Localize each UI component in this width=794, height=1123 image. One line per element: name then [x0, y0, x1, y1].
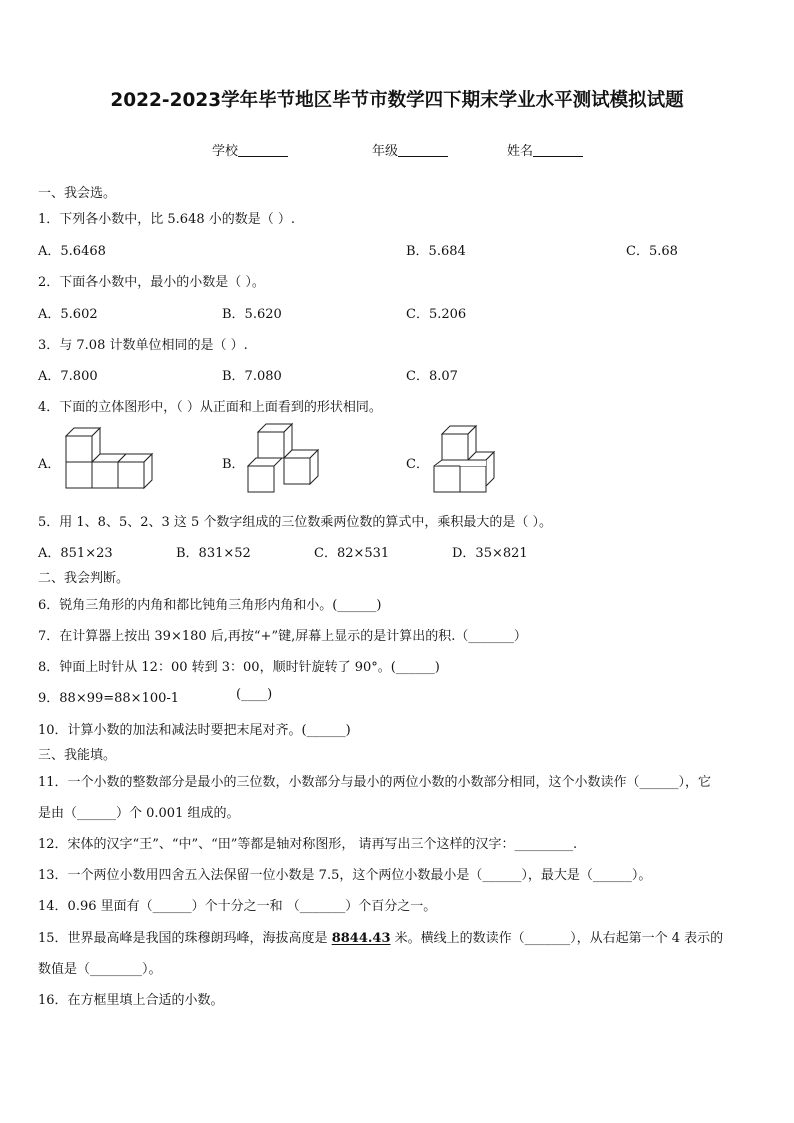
question-14: 14．0.96 里面有（______）个十分之一和 （_______）个百分之一。	[38, 899, 437, 914]
question-15-line-2: 数值是（________）。	[38, 962, 162, 977]
cube-figure-a	[66, 428, 156, 490]
question-2: 2．下面各小数中，最小的小数是（ ）。	[38, 275, 265, 290]
question-8: 8．钟面上时针从 12：00 转到 3：00，顺时针旋转了 90°。(______)	[38, 660, 440, 675]
cube-figure-c	[434, 426, 498, 494]
grade-label: 年级	[372, 144, 399, 159]
q1-option-b: B．5.684	[406, 244, 466, 259]
q2-option-a: A．5.602	[38, 307, 98, 322]
q3-option-a: A．7.800	[38, 369, 98, 384]
q9-answer-blank[interactable]: (____)	[236, 687, 273, 702]
section-heading: 一、我会选。	[38, 186, 117, 201]
grade-field[interactable]	[372, 140, 448, 159]
question-9: 9．88×99=88×100-1	[38, 691, 180, 706]
q5-option-d: D．35×821	[452, 546, 528, 561]
question-1: 1．下列各小数中，比 5.648 小的数是（ ）.	[38, 212, 296, 227]
q15-text-start: 15．世界最高峰是我国的珠穆朗玛峰，海拔高度是	[38, 931, 332, 946]
q5-option-b: B．831×52	[176, 546, 251, 561]
school-field[interactable]	[212, 140, 288, 159]
question-10: 10．计算小数的加法和减法时要把末尾对齐。(______)	[38, 723, 351, 738]
question-5: 5．用 1、8、5、2、3 这 5 个数字组成的三位数乘两位数的算式中，乘积最大的是（ ）。	[38, 515, 553, 530]
q4-option-a: A．	[38, 457, 61, 472]
question-4: 4．下面的立体图形中，（ ）从正面和上面看到的形状相同。	[38, 400, 382, 415]
q2-option-c: C．5.206	[406, 307, 467, 322]
grade-blank[interactable]	[398, 142, 448, 157]
q4-option-b: B．	[222, 457, 245, 472]
q4-option-c: C．	[406, 457, 429, 472]
q3-option-b: B．7.080	[222, 369, 282, 384]
name-field[interactable]	[507, 140, 583, 159]
question-13: 13．一个两位小数用四舍五入法保留一位小数是 7.5，这个两位小数最小是（______），最大是（______）。	[38, 868, 652, 883]
q2-option-b: B．5.620	[222, 307, 282, 322]
q15-text-end: 米。横线上的数读作（_______），从右起第一个 4 表示的	[390, 931, 724, 946]
question-7: 7．在计算器上按出 39×180 后,再按“+”键,屏幕上显示的是计算出的积.（_______）	[38, 629, 527, 644]
q1-option-a: A．5.6468	[38, 244, 106, 259]
name-blank[interactable]	[533, 142, 583, 157]
question-11-line-1: 11．一个小数的整数部分是最小的三位数，小数部分与最小的两位小数的小数部分相同，这个小数读作（______），它	[38, 775, 712, 790]
cube-figure-b	[248, 424, 320, 494]
question-15-line-1	[38, 927, 723, 946]
question-12: 12．宋体的汉字“王”、“中”、“田”等都是轴对称图形， 请再写出三个这样的汉字：_________.	[38, 837, 578, 852]
question-11-line-2: 是由（______）个 0.001 组成的。	[38, 806, 240, 821]
q3-option-c: C．8.07	[406, 369, 458, 384]
question-3: 3．与 7.08 计数单位相同的是（ ）.	[38, 338, 248, 353]
section-heading: 二、我会判断。	[38, 571, 130, 586]
section-heading: 三、我能填。	[38, 748, 117, 763]
question-6: 6．锐角三角形的内角和都比钝角三角形内角和小。(______)	[38, 598, 382, 613]
q15-underlined-number: 8844.43	[331, 931, 391, 946]
q5-option-c: C．82×531	[314, 546, 390, 561]
question-16: 16．在方框里填上合适的小数。	[38, 993, 224, 1008]
school-label: 学校	[212, 144, 239, 159]
name-label: 姓名	[507, 144, 534, 159]
school-blank[interactable]	[238, 142, 288, 157]
q1-option-c: C．5.68	[626, 244, 678, 259]
q5-option-a: A．851×23	[38, 546, 113, 561]
page-title: 2022-2023学年毕节地区毕节市数学四下期末学业水平测试模拟试题	[110, 90, 684, 111]
